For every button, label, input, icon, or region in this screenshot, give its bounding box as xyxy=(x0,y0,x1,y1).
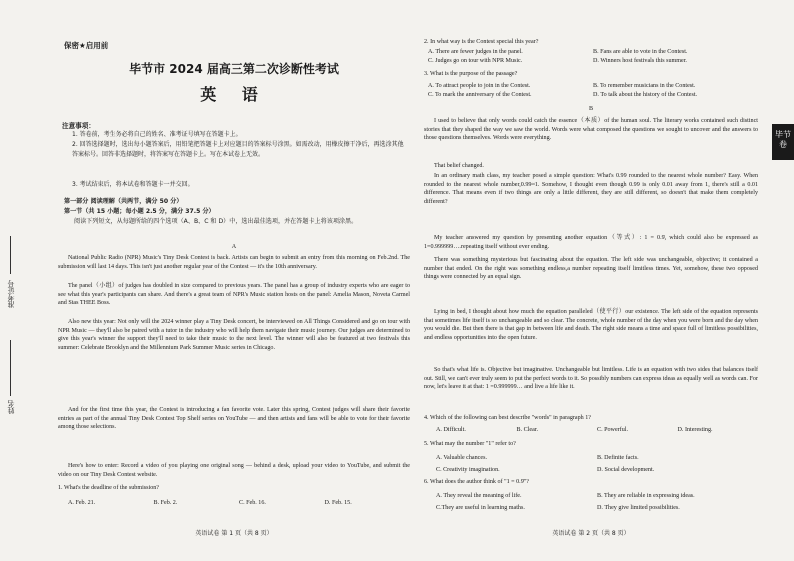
option: D. They give limited possibilities. xyxy=(597,505,680,511)
question-4: 4. Which of the following can best describe "words" in paragraph 1? xyxy=(424,415,591,421)
option: A. There are fewer judges in the panel. xyxy=(428,49,523,55)
question-4-options xyxy=(424,427,758,433)
passage-a-p3: Also new this year: Not only will the 2024 winner play a Tiny Desk concert, be interviewed on All Things Considered and go on tour with NPR Music — they'll also be paired with a tutor in the industry who will help them navigate their music journey. Our judges are determined to give this year's winner the support they'll need to take their music to the next level. The winner will also be featured at two festivals this summer: Celebrate Brooklyn and the Millennium Park Summer Music series in Chicago. xyxy=(58,319,410,351)
question-3: 3. What is the purpose of the passage? xyxy=(424,71,518,77)
page-1 xyxy=(58,0,410,561)
passage-b-p4: My teacher answered my question by presenting another equation（等式）: 1 = 0.9̇, which could also be expressed as 1=0.999999….repeating itself without ever ending. xyxy=(424,235,758,250)
notice-2: 2. 回答选择题时，选出每小题答案后，用铅笔把答题卡上对应题目的答案标号涂黑。如需改动，用橡皮擦干净后，再选涂其他答案标号。回答非选择题时，将答案写在答题卡上。写在本试卷上无效。 xyxy=(72,141,404,158)
passage-a-p5: Here's how to enter: Record a video of you playing one original song — behind a desk, upload your video to YouTube, and submit the video on our Tiny Desk Contest website. xyxy=(58,463,410,478)
subject-title: 英 语 xyxy=(200,85,268,104)
option: D. Winners host festivals this summer. xyxy=(593,58,687,64)
question-1: 1. What's the deadline of the submission? xyxy=(58,485,160,491)
option: A. Valuable chances. xyxy=(436,455,487,461)
part-heading: 第一部分 阅读理解（共两节，满分 50 分） xyxy=(64,198,183,205)
passage-a-label: A xyxy=(231,244,237,250)
question-2: 2. In what way is the Contest special this year? xyxy=(424,39,539,45)
section-heading: 第一节（共 15 小题；每小题 2.5 分，满分 37.5 分） xyxy=(64,208,215,215)
option: B. They are reliable in expressing ideas. xyxy=(597,493,695,499)
option: C. Feb. 16. xyxy=(239,500,266,506)
question-3-options xyxy=(424,82,758,100)
passage-a-p1: National Public Radio (NPR) Music's Tiny Desk Contest is back. Artists can begin to submit an entry from this morning on Feb.2nd. The submission will last 14 days. This isn't just another regular year of the Contest — it's the 10th anniversary. xyxy=(58,255,410,270)
option: C. Judges go on tour with NPR Music. xyxy=(428,58,523,64)
option: C. Powerful. xyxy=(597,427,628,433)
instruction: 阅读下列短文，从每题所给的四个选项（A、B、C 和 D）中，选出最佳选项，并在答题卡上将该项涂黑。 xyxy=(74,218,358,225)
option: C.They are useful in learning maths. xyxy=(436,505,525,511)
option: A. Feb. 21. xyxy=(68,500,96,506)
option: D. Feb. 15. xyxy=(324,500,352,506)
option: A. They reveal the meaning of life. xyxy=(436,493,522,499)
page-footer: 英语试卷 第 2 页（共 8 页） xyxy=(552,530,630,537)
question-6: 6. What does the author think of "1 = 0.9̇"? xyxy=(424,479,529,485)
question-5-options xyxy=(424,452,758,476)
question-6-options xyxy=(424,490,758,514)
page-2 xyxy=(424,0,758,561)
question-1-options xyxy=(58,500,410,506)
option: B. Feb. 2. xyxy=(153,500,178,506)
passage-b-p7: So that's what life is. Objective but imaginative. Unchangeable but limitless. Life is an equation with two sides that balances itself out. Still, we can't ever truly seem to put the perfect words to it. So possibly numbers can express ideas as equally well as words can. For now, let's leave it at that: 1 =0.999999… and live a life like it. xyxy=(424,367,758,391)
passage-b-p5: There was something mysterious but fascinating about the equation. The left side was unchangeable, objective; it contained a number that ended. On the right was something endless,a number repeating itself limitless times. Yet, somehow, these two opposed things were connected by an equal sign. xyxy=(424,257,758,281)
exam-number-line xyxy=(10,236,11,274)
option: C. Creativity imagination. xyxy=(436,467,500,473)
exam-title: 毕节市 2024 届高三第二次诊断性考试 xyxy=(129,62,339,76)
passage-b-p6: Lying in bed, I thought about how much the equation paralleled（使平行）our existence. The left side of the equation represents that sometimes life itself is so unchangeable and so clear. The concrete, whole number of the day when you were born and the day when you would die. But then there is that gap in between life and death. The right side means a time and space full of limitless possibilities, and endless opportunities into the open future. xyxy=(424,309,758,341)
notice-1: 1. 答卷前，考生务必将自己的姓名、准考证号填写在答题卡上。 xyxy=(72,131,242,138)
option: B. Fans are able to vote in the Contest. xyxy=(593,49,688,55)
notice-heading: 注意事项： xyxy=(62,122,95,130)
exam-number-label: 准考证号 xyxy=(7,280,15,308)
name-label: 姓名 xyxy=(7,400,15,414)
secret-mark: 保密★启用前 xyxy=(64,41,109,50)
passage-a-p4: And for the first time this year, the Contest is introducing a fan favorite vote. Later this spring, Contest judges will share their favorite entries as part of the annual Tiny Desk Contest Top Shelf series on YouTube — and then artists and fans will be able to vote for their favorite among those selections. xyxy=(58,407,410,431)
passage-b-label: B xyxy=(588,106,594,112)
passage-b-p1: I used to believe that only words could catch the essence（本质）of the human soul. The literary works contained such distinct stories that they shaped the way we saw the world. Words were what composed the questions we sought to uncover and the answers to those questions themselves. Words were everything. xyxy=(424,118,758,142)
option: B. Clear. xyxy=(516,427,538,433)
option: B. To remember musicians in the Contest. xyxy=(593,83,696,89)
passage-b-p3: In an ordinary math class, my teacher posed a simple question: What's 0.99 rounded to the nearest whole number? Easy. When rounded to the nearest whole number,0.99≈1. Somehow, I thought even though 0.99 is only 0.01 away from 1, there's still a 0.01 difference. That means even if two things are only a little different, they are still different, so doesn't that make them completely different? xyxy=(424,173,758,205)
option: D. To talk about the history of the Contest. xyxy=(593,92,698,98)
option: A. To attract people to join in the Contest. xyxy=(428,83,531,89)
region-tab: 毕节卷 xyxy=(772,124,794,160)
question-2-options xyxy=(424,48,758,66)
option: C. To mark the anniversary of the Contest. xyxy=(428,92,532,98)
option: D. Interesting. xyxy=(677,427,713,433)
passage-a-p2: The panel（小组）of judges has doubled in size compared to previous years. The panel has a group of industry experts who are eager to see what this year's participants can share. And there's a great team of NPR's Music station hosts on the panel: Amelia Mason, Noveta Carmel and Stas THEE Boss. xyxy=(58,283,410,307)
question-5: 5. What may the number "1" refer to? xyxy=(424,441,516,447)
option: D. Social development. xyxy=(597,467,655,473)
notice-3: 3. 考试结束后，将本试卷和答题卡一并交回。 xyxy=(72,181,194,188)
option: A. Difficult. xyxy=(436,427,466,433)
passage-b-p2: That belief changed. xyxy=(434,163,484,169)
name-line xyxy=(10,340,11,396)
page-footer: 英语试卷 第 1 页（共 8 页） xyxy=(195,530,273,537)
option: B. Definite facts. xyxy=(597,455,639,461)
